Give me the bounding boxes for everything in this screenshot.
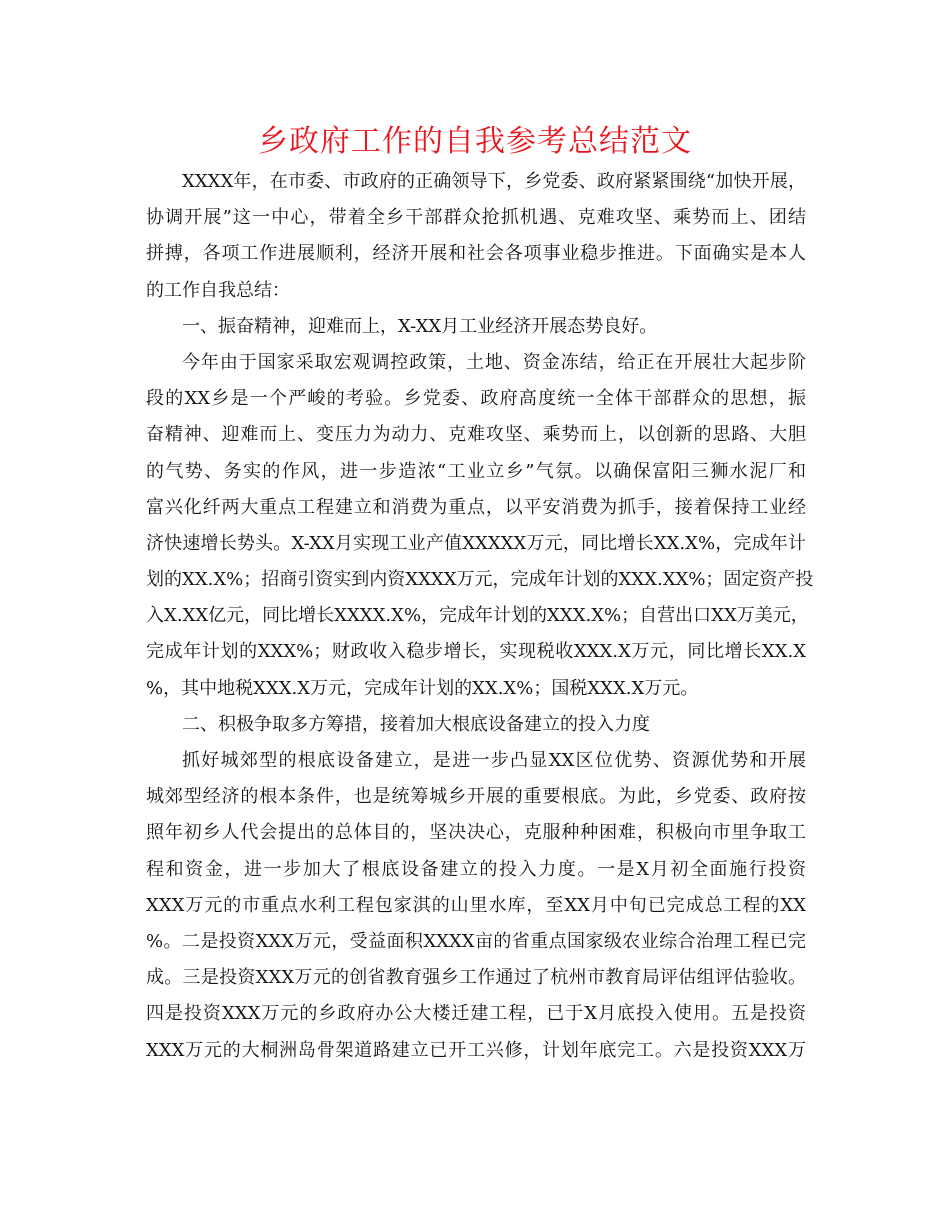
- text-line: 划的XX.X%；招商引资实到内资XXXX万元，完成年计划的XXX.XX%；固定资产投: [146, 569, 814, 591]
- document-body: [146, 164, 814, 1069]
- text-line: 奋精神、迎难而上、变压力为动力、克难攻坚、乘势而上，以创新的思路、大胆: [146, 424, 806, 446]
- text-line: 的气势、务实的作风，进一步造浓“工业立乡”气氛。以确保富阳三狮水泥厂和: [146, 460, 806, 482]
- text-line: 照年初乡人代会提出的总体目的，坚决决心，克服种种困难，积极向市里争取工: [146, 822, 806, 844]
- text-line: 的工作自我总结：: [146, 279, 290, 301]
- text-line: %，其中地税XXX.X万元，完成年计划的XX.X%；国税XXX.X万元。: [146, 677, 699, 699]
- text-line: 今年由于国家采取宏观调控政策，土地、资金冻结，给正在开展壮大起步阶: [182, 351, 806, 373]
- text-line: %。二是投资XXX万元，受益面积XXXX亩的省重点国家级农业综合治理工程已完: [146, 930, 806, 952]
- text-line: 抓好城郊型的根底设备建立，是进一步凸显XX区位优势、资源优势和开展: [182, 750, 806, 771]
- text-line: 成。三是投资XXX万元的创省教育强乡工作通过了杭州市教育局评估组评估验收。: [146, 967, 806, 989]
- text-line: 拼搏，各项工作进展顺利，经济开展和社会各项事业稳步推进。下面确实是本人: [146, 243, 806, 265]
- text-line: 富兴化纤两大重点工程建立和消费为重点，以平安消费为抓手，接着保持工业经: [146, 496, 806, 518]
- text-line: 城郊型经济的根本条件，也是统筹城乡开展的重要根底。为此，乡党委、政府按: [146, 786, 806, 808]
- text-line: 四是投资XXX万元的乡政府办公大楼迁建工程，已于X月底投入使用。五是投资: [146, 1003, 806, 1025]
- text-line: 入X.XX亿元，同比增长XXXX.X%，完成年计划的XXX.X%；自营出口XX万美元，: [146, 605, 809, 627]
- text-line: XXXX年，在市委、市政府的正确领导下，乡党委、政府紧紧围绕“加快开展，: [182, 171, 806, 192]
- document-title: 乡政府工作的自我参考总结范文: [258, 124, 692, 159]
- text-line: 程和资金，进一步加大了根底设备建立的投入力度。一是X月初全面施行投资: [146, 858, 806, 880]
- text-line: 完成年计划的XXX%；财政收入稳步增长，实现税收XXX.X万元，同比增长XX.X: [146, 641, 806, 663]
- text-line: XXX万元的市重点水利工程包家淇的山里水库，至XX月中旬已完成总工程的XX: [146, 894, 806, 916]
- text-line: 二、积极争取多方筹措，接着加大根底设备建立的投入力度: [182, 713, 650, 735]
- text-line: 济快速增长势头。X-XX月实现工业产值XXXXX万元，同比增长XX.X%，完成年计: [146, 532, 806, 554]
- text-line: 段的XX乡是一个严峻的考验。乡党委、政府高度统一全体干部群众的思想，振: [146, 388, 806, 410]
- text-line: XXX万元的大桐洲岛骨架道路建立已开工兴修，计划年底完工。六是投资XXX万: [146, 1039, 806, 1061]
- text-line: 协调开展”这一中心，带着全乡干部群众抢抓机遇、克难攻坚、乘势而上、团结: [146, 207, 806, 229]
- text-line: 一、振奋精神，迎难而上，X-XX月工业经济开展态势良好。: [182, 315, 658, 337]
